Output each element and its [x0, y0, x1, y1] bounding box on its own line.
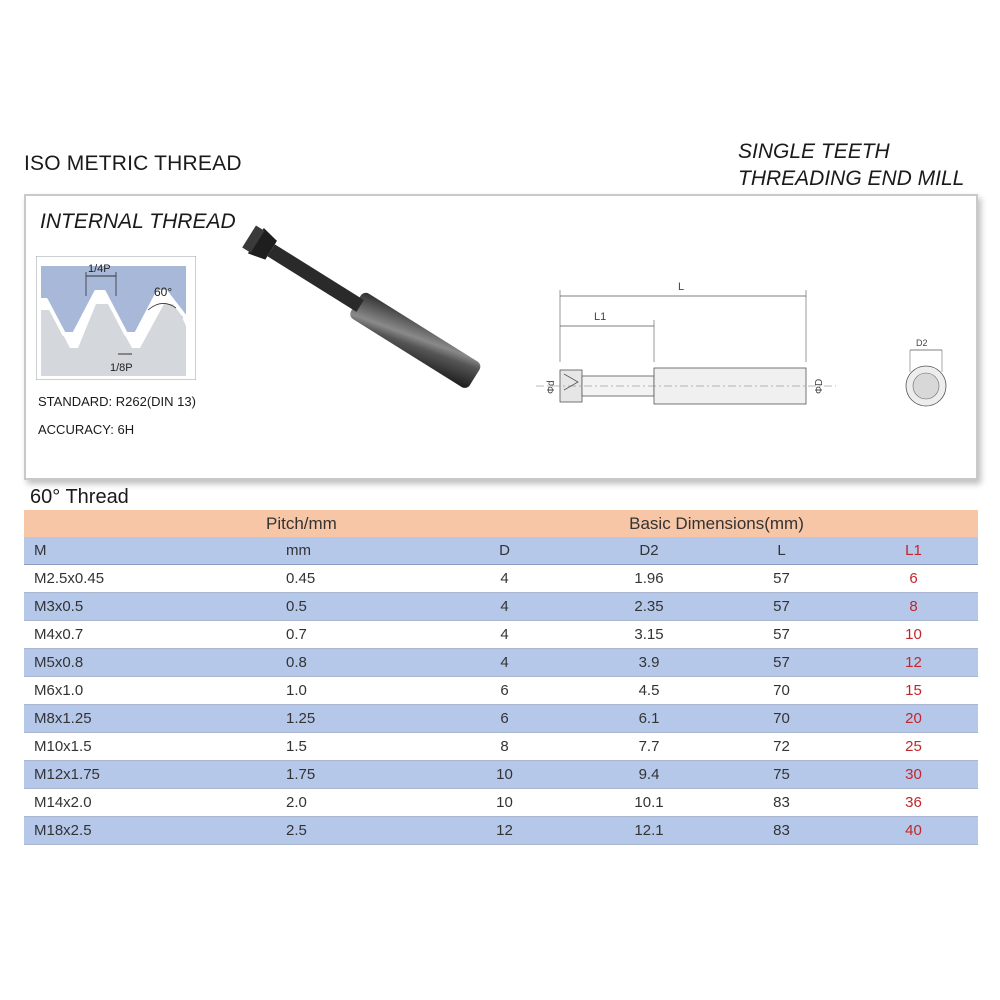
neck-d2-cell: 2.35 — [584, 593, 714, 621]
neck-d2-cell: 10.1 — [584, 789, 714, 817]
length-l-cell: 72 — [714, 733, 849, 761]
thread-size-cell: M18x2.5 — [24, 817, 244, 845]
eighth-pitch-label: 1/8P — [110, 362, 133, 374]
length-l-cell: 70 — [714, 677, 849, 705]
length-l1-cell: 25 — [849, 733, 978, 761]
product-title — [738, 138, 964, 192]
length-l-cell: 57 — [714, 649, 849, 677]
table-row — [24, 705, 978, 733]
thread-profile-diagram — [36, 256, 196, 380]
neck-d2-cell: 1.96 — [584, 565, 714, 593]
thread-size-cell: M14x2.0 — [24, 789, 244, 817]
table-row — [24, 621, 978, 649]
page-title: ISO METRIC THREAD — [24, 152, 242, 175]
table-row — [24, 761, 978, 789]
shank-d-cell: 10 — [419, 761, 584, 789]
length-l1-cell: 30 — [849, 761, 978, 789]
shank-d-cell: 4 — [419, 621, 584, 649]
length-l-cell: 57 — [714, 593, 849, 621]
standard-text: STANDARD: R262(DIN 13) — [38, 394, 196, 409]
accuracy-text: ACCURACY: 6H — [38, 422, 135, 437]
length-l1-cell: 15 — [849, 677, 978, 705]
table-row — [24, 817, 978, 845]
length-label: L — [678, 281, 685, 293]
length-l-cell: 75 — [714, 761, 849, 789]
length-l1-cell: 36 — [849, 789, 978, 817]
thread-size-cell: M3x0.5 — [24, 593, 244, 621]
column-header-d: D — [419, 537, 584, 565]
neck-d2-cell: 3.9 — [584, 649, 714, 677]
neck-d2-cell: 6.1 — [584, 705, 714, 733]
section-title: 60° Thread — [30, 486, 129, 508]
end-view-drawing — [896, 336, 956, 426]
neck-d2-cell: 3.15 — [584, 621, 714, 649]
column-header-mm: mm — [244, 537, 419, 565]
thread-type-label: INTERNAL THREAD — [40, 210, 236, 233]
length-l-cell: 57 — [714, 621, 849, 649]
pitch-cell: 1.75 — [244, 761, 419, 789]
pitch-cell: 0.45 — [244, 565, 419, 593]
pitch-cell: 2.0 — [244, 789, 419, 817]
dimensions-table — [24, 510, 978, 845]
length-l1-cell: 40 — [849, 817, 978, 845]
table-row — [24, 593, 978, 621]
shank-d-cell: 6 — [419, 705, 584, 733]
neck-d2-cell: 4.5 — [584, 677, 714, 705]
column-header-l1: L1 — [849, 537, 978, 565]
length-l1-cell: 20 — [849, 705, 978, 733]
length-l-cell: 70 — [714, 705, 849, 733]
length-l-cell: 83 — [714, 789, 849, 817]
length-l-cell: 83 — [714, 817, 849, 845]
cutting-length-label: L1 — [594, 311, 607, 323]
column-header-d2: D2 — [584, 537, 714, 565]
thread-size-cell: M8x1.25 — [24, 705, 244, 733]
pitch-cell: 1.5 — [244, 733, 419, 761]
pitch-cell: 0.5 — [244, 593, 419, 621]
thread-size-cell: M2.5x0.45 — [24, 565, 244, 593]
pitch-cell: 1.25 — [244, 705, 419, 733]
shank-d-cell: 10 — [419, 789, 584, 817]
table-row — [24, 789, 978, 817]
end-mill-photo — [216, 206, 506, 406]
length-l-cell: 57 — [714, 565, 849, 593]
table-row — [24, 565, 978, 593]
table-row — [24, 677, 978, 705]
shank-d-cell: 8 — [419, 733, 584, 761]
dimensions-group-header: Basic Dimensions(mm) — [629, 513, 804, 533]
pitch-group-header: Pitch/mm — [266, 513, 337, 533]
table-row — [24, 733, 978, 761]
spec-panel — [24, 194, 978, 480]
thread-size-cell: M6x1.0 — [24, 677, 244, 705]
pitch-cell: 0.8 — [244, 649, 419, 677]
shank-d-cell: 12 — [419, 817, 584, 845]
shank-d-cell: 4 — [419, 649, 584, 677]
thread-size-cell: M12x1.75 — [24, 761, 244, 789]
neck-d2-cell: 7.7 — [584, 733, 714, 761]
product-title-line-1: SINGLE TEETH — [738, 140, 890, 163]
technical-drawing — [496, 266, 876, 426]
column-header-m: M — [24, 537, 244, 565]
shank-d-cell: 4 — [419, 565, 584, 593]
product-title-line-2: THREADING END MILL — [738, 167, 965, 190]
neck-d2-cell: 9.4 — [584, 761, 714, 789]
pitch-cell: 1.0 — [244, 677, 419, 705]
table-group-header-row — [24, 510, 978, 537]
pitch-cell: 2.5 — [244, 817, 419, 845]
neck-d2-cell: 12.1 — [584, 817, 714, 845]
thread-size-cell: M5x0.8 — [24, 649, 244, 677]
length-l1-cell: 10 — [849, 621, 978, 649]
table-row — [24, 649, 978, 677]
angle-label: 60° — [154, 285, 173, 299]
cutter-diameter-label: Φd — [546, 380, 557, 394]
neck-diameter-label: D2 — [916, 338, 928, 348]
thread-size-cell: M10x1.5 — [24, 733, 244, 761]
table-column-header-row — [24, 537, 978, 565]
thread-size-cell: M4x0.7 — [24, 621, 244, 649]
length-l1-cell: 8 — [849, 593, 978, 621]
shank-d-cell: 4 — [419, 593, 584, 621]
shank-diameter-label: ΦD — [814, 378, 825, 394]
shank-d-cell: 6 — [419, 677, 584, 705]
pitch-cell: 0.7 — [244, 621, 419, 649]
length-l1-cell: 12 — [849, 649, 978, 677]
quarter-pitch-label: 1/4P — [88, 263, 111, 275]
length-l1-cell: 6 — [849, 565, 978, 593]
column-header-l: L — [714, 537, 849, 565]
